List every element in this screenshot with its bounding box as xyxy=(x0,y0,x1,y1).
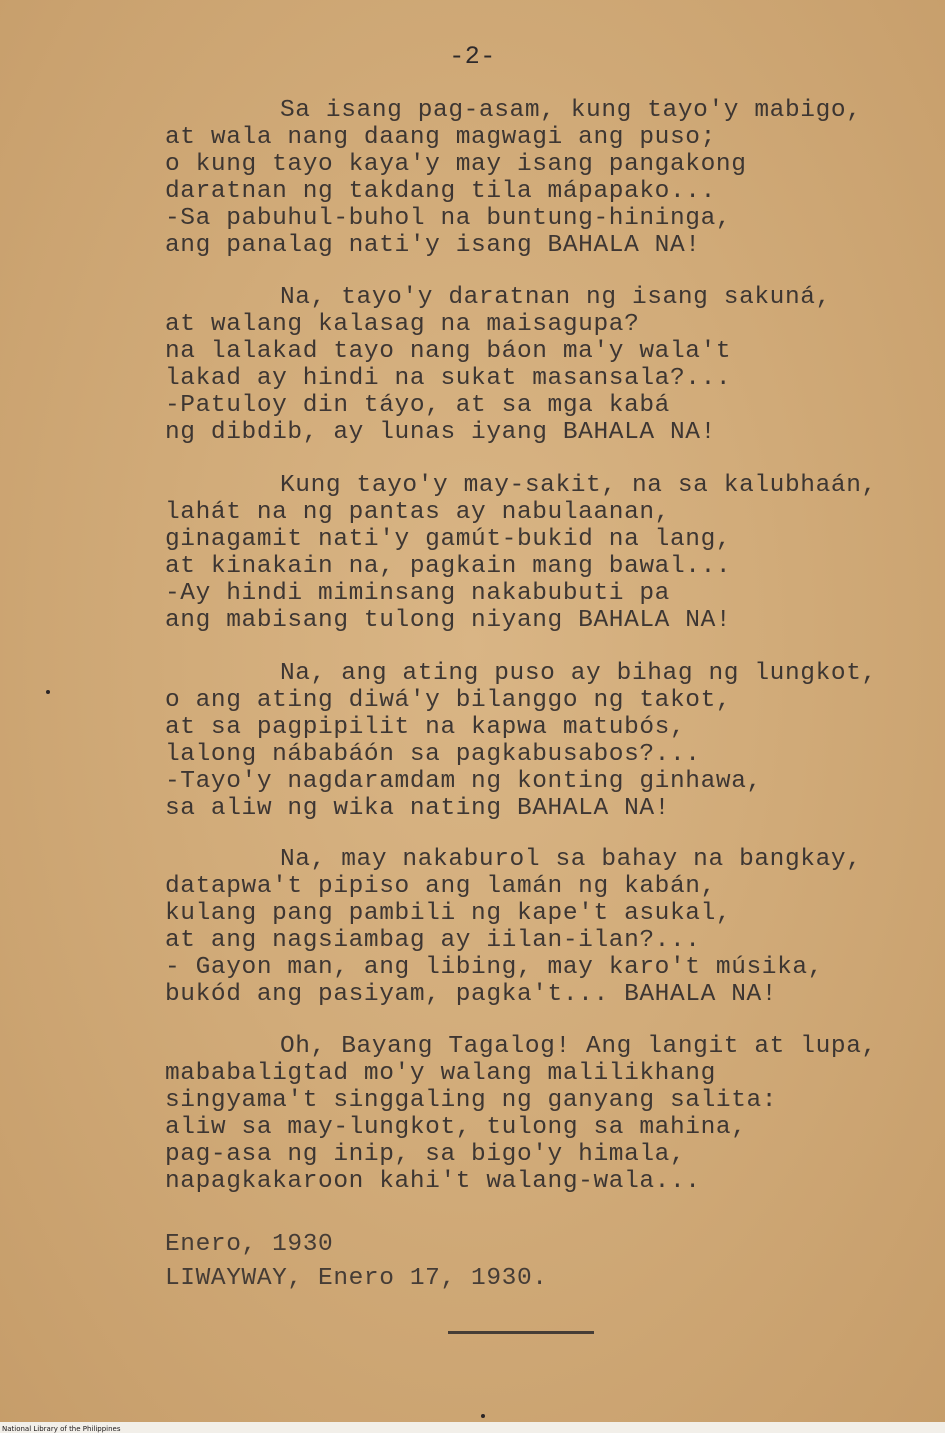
stanza-line: at ang nagsiambag ay iilan-ilan?... xyxy=(165,927,701,954)
stanza-4 xyxy=(165,660,925,822)
stanza-line: Sa isang pag-asam, kung tayo'y mabigo, xyxy=(280,97,862,124)
stanza-line: -Sa pabuhul-buhol na buntung-hininga, xyxy=(165,205,732,232)
publication-info xyxy=(165,1228,865,1296)
stanza-line: at walang kalasag na maisagupa? xyxy=(165,311,640,338)
stanza-1 xyxy=(165,97,925,259)
publication-source: LIWAYWAY, Enero 17, 1930. xyxy=(165,1265,548,1292)
stanza-line: ang panalag nati'y isang BAHALA NA! xyxy=(165,232,701,259)
stanza-line: lalong nábabáón sa pagkabusabos?... xyxy=(165,741,701,768)
stanza-line: napagkakaroon kahi't walang-wala... xyxy=(165,1168,701,1195)
stanza-line: ginagamit nati'y gamút-bukid na lang, xyxy=(165,526,732,553)
stanza-line: Na, tayo'y daratnan ng isang sakuná, xyxy=(280,284,831,311)
stanza-line: at wala nang daang magwagi ang puso; xyxy=(165,124,716,151)
stanza-line: -Patuloy din táyo, at sa mga kabá xyxy=(165,392,670,419)
page-number: -2- xyxy=(449,42,496,71)
stanza-line: Na, ang ating puso ay bihag ng lungkot, xyxy=(280,660,877,687)
stanza-line: sa aliw ng wika nating BAHALA NA! xyxy=(165,795,670,822)
stanza-2 xyxy=(165,284,925,446)
scan-footer-strip xyxy=(0,1422,945,1433)
stanza-5 xyxy=(165,846,925,1008)
closing-rule xyxy=(448,1331,594,1334)
poem-date: Enero, 1930 xyxy=(165,1231,334,1258)
stanza-3 xyxy=(165,472,925,634)
stanza-line: -Ay hindi miminsang nakabubuti pa xyxy=(165,580,670,607)
stanza-line: lahát na ng pantas ay nabulaanan, xyxy=(165,499,670,526)
stanza-line: ang mabisang tulong niyang BAHALA NA! xyxy=(165,607,732,634)
stanza-line: lakad ay hindi na sukat masansala?... xyxy=(165,365,732,392)
stanza-line: mababaligtad mo'y walang malilikhang xyxy=(165,1060,716,1087)
stanza-line: kulang pang pambili ng kape't asukal, xyxy=(165,900,732,927)
stanza-line: daratnan ng takdang tila mápapako... xyxy=(165,178,716,205)
stanza-line: datapwa't pipiso ang lamán ng kabán, xyxy=(165,873,716,900)
stanza-line: singyama't singgaling ng ganyang salita: xyxy=(165,1087,778,1114)
stanza-line: - Gayon man, ang libing, may karo't músika, xyxy=(165,954,824,981)
margin-speck xyxy=(46,690,50,694)
stanza-line: o ang ating diwá'y bilanggo ng takot, xyxy=(165,687,732,714)
stanza-line: ng dibdib, ay lunas iyang BAHALA NA! xyxy=(165,419,716,446)
stanza-line: bukód ang pasiyam, pagka't... BAHALA NA! xyxy=(165,981,778,1008)
stanza-line: o kung tayo kaya'y may isang pangakong xyxy=(165,151,747,178)
stanza-line: Na, may nakaburol sa bahay na bangkay, xyxy=(280,846,862,873)
stanza-line: pag-asa ng inip, sa bigo'y himala, xyxy=(165,1141,686,1168)
library-credit: National Library of the Philippines xyxy=(2,1425,121,1433)
margin-speck xyxy=(481,1414,485,1418)
stanza-line: aliw sa may-lungkot, tulong sa mahina, xyxy=(165,1114,747,1141)
stanza-line: at sa pagpipilit na kapwa matubós, xyxy=(165,714,686,741)
stanza-line: Kung tayo'y may-sakit, na sa kalubhaán, xyxy=(280,472,877,499)
stanza-6 xyxy=(165,1033,925,1195)
stanza-line: na lalakad tayo nang báon ma'y wala't xyxy=(165,338,732,365)
stanza-line: -Tayo'y nagdaramdam ng konting ginhawa, xyxy=(165,768,762,795)
stanza-line: Oh, Bayang Tagalog! Ang langit at lupa, xyxy=(280,1033,877,1060)
stanza-line: at kinakain na, pagkain mang bawal... xyxy=(165,553,732,580)
